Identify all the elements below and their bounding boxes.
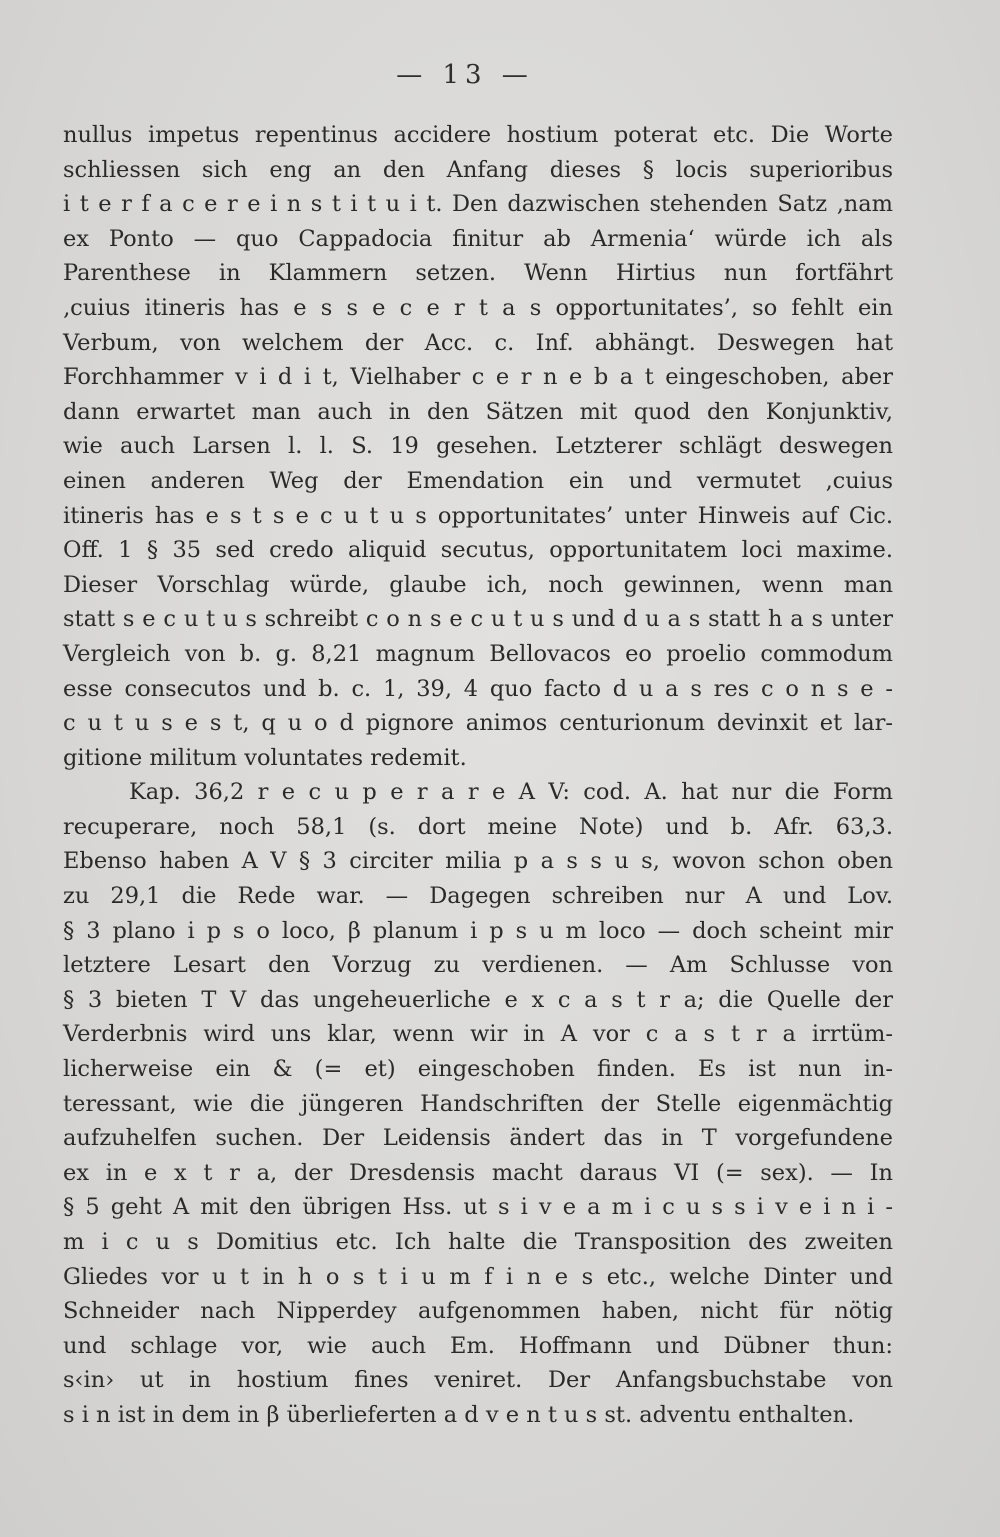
text-line: m i c u s Domitius etc. Ich halte die Transposition des zweiten — [63, 1229, 893, 1255]
text-line: nullus impetus repentinus accidere hostium poterat etc. Die Worte — [63, 122, 893, 148]
text-line: Schneider nach Nipperdey aufgenommen haben, nicht für nötig — [63, 1298, 893, 1325]
text-line: Vergleich von b. g. 8,21 magnum Bellovacos eo proelio commodum — [63, 640, 893, 667]
text-line: c u t u s e s t, q u o d pignore animos centurionum devinxit et lar- — [63, 710, 893, 737]
text-line: Gliedes vor u t in h o s t i u m f i n e s etc., welche Dinter und — [63, 1263, 893, 1290]
text-line: Off. 1 § 35 sed credo aliquid secutus, opportunitatem loci maxime. — [63, 537, 893, 564]
text-line: § 3 plano i p s o loco, β planum i p s u m loco — doch scheint mir — [63, 917, 893, 944]
text-line: wie auch Larsen l. l. S. 19 gesehen. Letzterer schlägt deswegen — [63, 433, 893, 460]
text-line: Forchhammer v i d i t, Vielhaber c e r n e b a t eingeschoben, aber — [63, 364, 893, 391]
text-line: i t e r f a c e r e i n s t i t u i t. Den dazwischen stehenden Satz ‚nam — [63, 191, 893, 218]
text-line: itineris has e s t s e c u t u s opportunitates’ unter Hinweis auf Cic. — [63, 502, 893, 529]
text-line: s‹in› ut in hostium fines veniret. Der Anfangsbuchstabe von — [63, 1367, 893, 1394]
text-line: schliessen sich eng an den Anfang dieses § locis superioribus — [63, 156, 893, 183]
text-line: recuperare, noch 58,1 (s. dort meine Note) und b. Afr. 63,3. — [63, 813, 893, 840]
text-line: Verbum, von welchem der Acc. c. Inf. abhängt. Deswegen hat — [63, 329, 893, 356]
text-line: ex in e x t r a, der Dresdensis macht daraus VI (= sex). — In — [63, 1159, 893, 1186]
paragraph-start-line: Kap. 36,2 r e c u p e r a r e A V: cod. A. hat nur die Form — [129, 779, 893, 806]
text-line: Parenthese in Klammern setzen. Wenn Hirtius nun fortfährt — [63, 260, 893, 287]
text-line: § 3 bieten T V das ungeheuerliche e x c a s t r a; die Quelle der — [63, 986, 893, 1013]
body-text — [63, 118, 893, 1433]
text-line: licherweise ein & (= et) eingeschoben finden. Es ist nun in- — [63, 1056, 893, 1083]
text-line: aufzuhelfen suchen. Der Leidensis ändert das in T vorgefundene — [63, 1125, 893, 1152]
text-line: ‚cuius itineris has e s s e c e r t a s opportunitates’, so fehlt ein — [63, 294, 893, 321]
text-line: esse consecutos und b. c. 1, 39, 4 quo facto d u a s res c o n s e - — [63, 675, 893, 702]
text-line: zu 29,1 die Rede war. — Dagegen schreiben nur A und Lov. — [63, 883, 893, 910]
text-line: ex Ponto — quo Cappadocia finitur ab Armenia‘ würde ich als — [63, 225, 893, 252]
page-number: — 13 — — [396, 60, 534, 90]
text-line: letztere Lesart den Vorzug zu verdienen. — Am Schlusse von — [63, 952, 893, 979]
text-line: Dieser Vorschlag würde, glaube ich, noch gewinnen, wenn man — [63, 571, 893, 598]
text-line: s i n ist in dem in β überlieferten a d v e n t u s st. adventu enthalten. — [63, 1401, 855, 1428]
paragraph-end-line: gitione militum voluntates redemit. — [63, 744, 467, 771]
text-line: statt s e c u t u s schreibt c o n s e c u t u s und d u a s statt h a s unter — [63, 606, 893, 633]
text-line: teressant, wie die jüngeren Handschriften der Stelle eigenmächtig — [63, 1090, 893, 1117]
text-line: und schlage vor, wie auch Em. Hoffmann und Dübner thun: — [63, 1332, 893, 1359]
text-line: dann erwartet man auch in den Sätzen mit quod den Konjunktiv, — [63, 398, 893, 425]
text-line: einen anderen Weg der Emendation ein und vermutet ‚cuius — [63, 467, 893, 494]
text-line: Verderbnis wird uns klar, wenn wir in A vor c a s t r a irrtüm- — [63, 1021, 893, 1048]
text-line: § 5 geht A mit den übrigen Hss. ut s i v e a m i c u s s i v e i n i - — [63, 1194, 893, 1221]
text-line: Ebenso haben A V § 3 circiter milia p a s s u s, wovon schon oben — [63, 848, 893, 875]
